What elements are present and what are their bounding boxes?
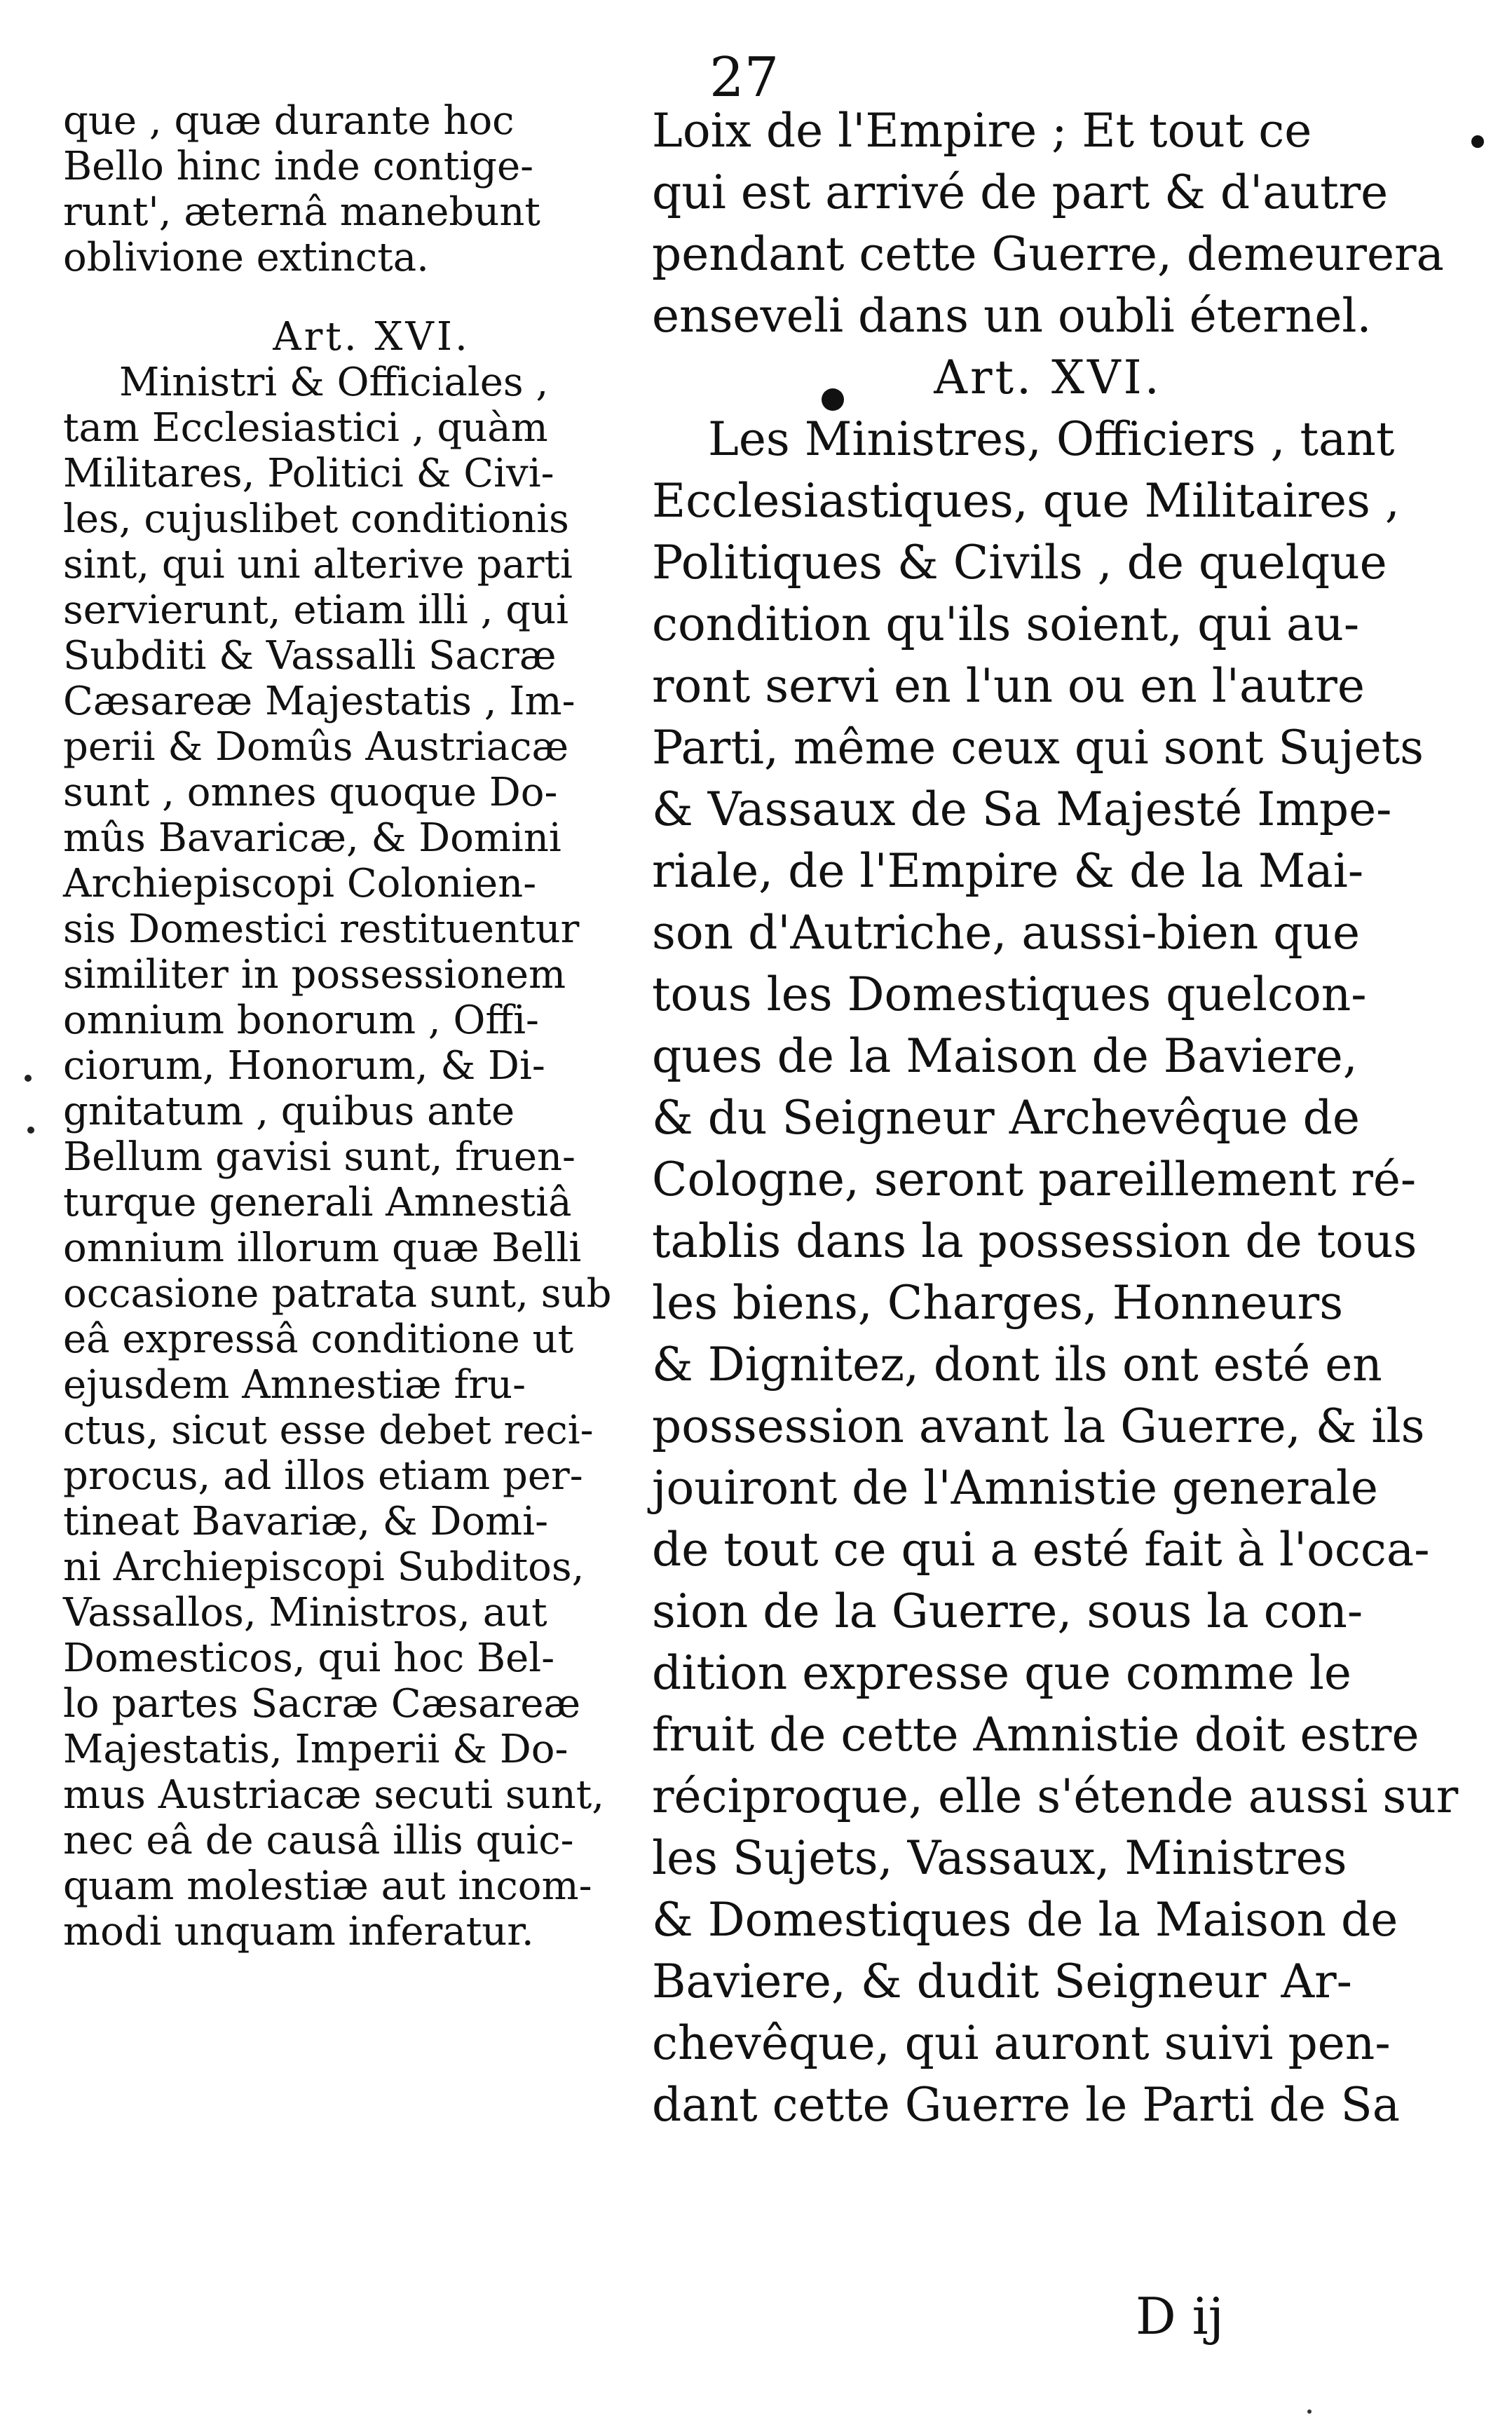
text-line: chevêque, qui auront suivi pen- — [652, 2016, 1391, 2070]
text-line: turque generali Amnestiâ — [63, 1180, 572, 1225]
text-line: les biens, Charges, Honneurs — [652, 1276, 1344, 1330]
french-article-heading: Art. XVI. — [934, 351, 1162, 404]
text-line: Cæsareæ Majestatis , Im- — [63, 679, 575, 724]
text-line: son d'Autriche, aussi-bien que — [652, 906, 1361, 960]
text-line: fruit de cette Amnistie doit estre — [652, 1708, 1419, 1762]
text-line: que , quæ durante hoc — [63, 98, 515, 144]
text-line: similiter in possessionem — [63, 952, 566, 998]
text-line: qui est arrivé de part & d'autre — [652, 165, 1389, 219]
signature-mark: D ij — [1136, 2287, 1224, 2346]
text-line: eâ expressâ conditione ut — [63, 1317, 574, 1362]
text-line: les Sujets, Vassaux, Ministres — [652, 1831, 1347, 1885]
text-line: modi unquam inferatur. — [63, 1909, 534, 1954]
text-line: mus Austriacæ secuti sunt, — [63, 1772, 605, 1818]
text-line: Baviere, & dudit Seigneur Ar- — [652, 1954, 1352, 2008]
text-line: jouiront de l'Amnistie generale — [652, 1461, 1378, 1515]
text-line: possession avant la Guerre, & ils — [652, 1399, 1425, 1453]
text-line: ctus, sicut esse debet reci- — [63, 1408, 594, 1453]
text-line: ciorum, Honorum, & Di- — [63, 1043, 545, 1089]
text-line: omnium bonorum , Offi- — [63, 998, 539, 1043]
text-line: condition qu'ils soient, qui au- — [652, 597, 1360, 651]
text-line: ques de la Maison de Baviere, — [652, 1029, 1358, 1083]
text-line: sint, qui uni alterive parti — [63, 542, 573, 587]
text-line: gnitatum , quibus ante — [63, 1089, 515, 1134]
text-line: occasione patrata sunt, sub — [63, 1271, 612, 1317]
text-line: oblivione extincta. — [63, 235, 429, 280]
text-line: tous les Domestiques quelcon- — [652, 967, 1367, 1021]
text-line: ront servi en l'un ou en l'autre — [652, 659, 1365, 713]
text-line: omnium illorum quæ Belli — [63, 1225, 582, 1271]
text-line: ejusdem Amnestiæ fru- — [63, 1362, 526, 1408]
text-line: Vassallos, Ministros, aut — [63, 1590, 547, 1636]
text-line: runt', æternâ manebunt — [63, 189, 540, 235]
text-line: Cologne, seront pareillement ré- — [652, 1153, 1417, 1206]
text-line: procus, ad illos etiam per- — [63, 1453, 583, 1499]
text-line: Subditi & Vassalli Sacræ — [63, 633, 557, 679]
text-line: lo partes Sacræ Cæsareæ — [63, 1681, 581, 1727]
text-line: sion de la Guerre, sous la con- — [652, 1584, 1363, 1638]
text-line: & Dignitez, dont ils ont esté en — [652, 1338, 1382, 1392]
text-line: Loix de l'Empire ; Et tout ce — [652, 104, 1312, 158]
latin-article-heading: Art. XVI. — [273, 314, 470, 360]
text-line: servierunt, etiam illi , qui — [63, 587, 569, 633]
text-line: Les Ministres, Officiers , tant — [708, 412, 1395, 466]
text-line: Politiques & Civils , de quelque — [652, 536, 1387, 590]
text-line: riale, de l'Empire & de la Mai- — [652, 844, 1364, 898]
text-line: & Domestiques de la Maison de — [652, 1893, 1398, 1947]
text-line: & du Seigneur Archevêque de — [652, 1091, 1360, 1145]
text-line: réciproque, elle s'étende aussi sur — [652, 1769, 1459, 1823]
ink-speck — [1307, 2409, 1312, 2414]
text-line: Parti, même ceux qui sont Sujets — [652, 721, 1424, 775]
text-line: dant cette Guerre le Parti de Sa — [652, 2078, 1401, 2132]
text-line: & Vassaux de Sa Majesté Impe- — [652, 782, 1392, 836]
ink-speck — [1471, 135, 1484, 148]
text-line: sis Domestici restituentur — [63, 906, 580, 952]
text-line: sunt , omnes quoque Do- — [63, 770, 558, 815]
ink-speck — [25, 1075, 32, 1082]
text-line: Bellum gavisi sunt, fruen- — [63, 1134, 575, 1180]
text-line: Majestatis, Imperii & Do- — [63, 1727, 568, 1772]
text-line: quam molestiæ aut incom- — [63, 1863, 592, 1909]
text-line: perii & Domûs Austriacæ — [63, 724, 569, 770]
text-line: Ministri & Officiales , — [119, 360, 549, 405]
text-line: Bello hinc inde contige- — [63, 144, 534, 189]
text-line: mûs Bavaricæ, & Domini — [63, 815, 561, 861]
text-line: tam Ecclesiastici , quàm — [63, 405, 548, 451]
text-line: Domesticos, qui hoc Bel- — [63, 1636, 555, 1681]
text-line: tablis dans la possession de tous — [652, 1214, 1417, 1268]
text-line: de tout ce qui a esté fait à l'occa- — [652, 1523, 1430, 1577]
text-line: Ecclesiastiques, que Militaires , — [652, 474, 1400, 528]
text-line: pendant cette Guerre, demeurera — [652, 227, 1444, 281]
ink-speck — [822, 388, 844, 411]
text-line: tineat Bavariæ, & Domi- — [63, 1499, 548, 1544]
text-line: Archiepiscopi Colonien- — [63, 861, 537, 906]
text-line: enseveli dans un oubli éternel. — [652, 289, 1372, 343]
text-line: ni Archiepiscopi Subditos, — [63, 1544, 585, 1590]
text-line: dition expresse que comme le — [652, 1646, 1351, 1700]
text-line: Militares, Politici & Civi- — [63, 451, 554, 496]
page-number: 27 — [709, 46, 779, 109]
text-line: nec eâ de causâ illis quic- — [63, 1818, 574, 1863]
text-line: les, cujuslibet conditionis — [63, 496, 569, 542]
ink-speck — [27, 1127, 34, 1134]
